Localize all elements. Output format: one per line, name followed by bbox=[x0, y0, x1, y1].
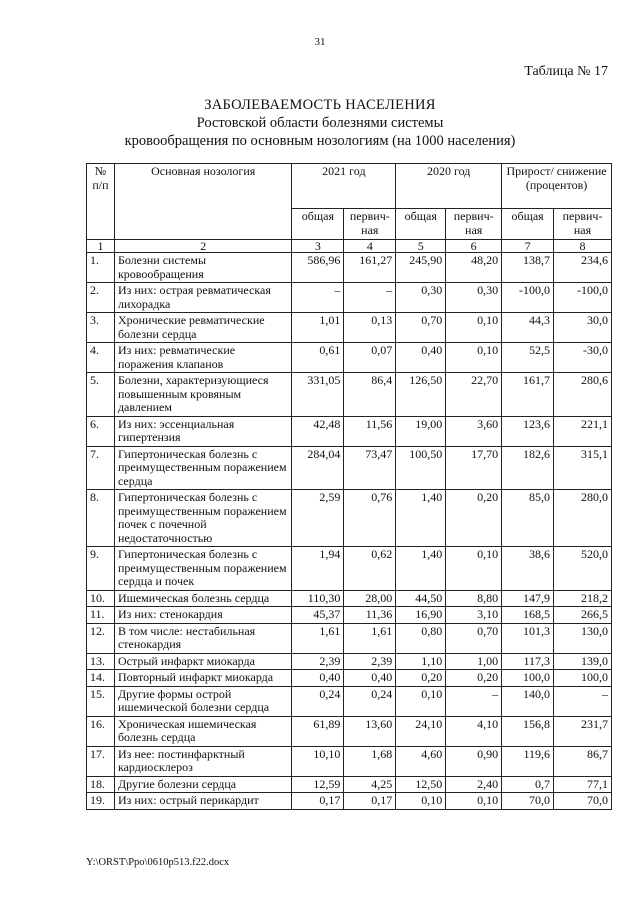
growth-primary: 100,0 bbox=[554, 670, 612, 687]
growth-primary: 218,2 bbox=[554, 590, 612, 607]
nosology-name: Болезни, характеризующиеся повышенным кровяным давлением bbox=[114, 373, 291, 417]
nosology-name: Ишемическая болезнь сердца bbox=[114, 590, 291, 607]
row-number: 3. bbox=[87, 313, 115, 343]
value-2021-primary: 73,47 bbox=[344, 446, 396, 490]
growth-total: -100,0 bbox=[502, 283, 554, 313]
row-number: 13. bbox=[87, 653, 115, 670]
table-row bbox=[87, 746, 612, 776]
table-row bbox=[87, 670, 612, 687]
growth-total: 52,5 bbox=[502, 343, 554, 373]
table-row bbox=[87, 590, 612, 607]
growth-primary: -100,0 bbox=[554, 283, 612, 313]
column-number: 2 bbox=[114, 240, 291, 253]
growth-primary: 77,1 bbox=[554, 776, 612, 793]
table-row bbox=[87, 446, 612, 490]
subheader-primary: первич-ная bbox=[446, 209, 502, 240]
nosology-name: Другие болезни сердца bbox=[114, 776, 291, 793]
value-2020-total: 0,70 bbox=[396, 313, 446, 343]
table-row bbox=[87, 283, 612, 313]
value-2020-total: 4,60 bbox=[396, 746, 446, 776]
value-2021-total: 2,59 bbox=[292, 490, 344, 547]
row-number: 18. bbox=[87, 776, 115, 793]
header-nosology: Основная нозология bbox=[114, 164, 291, 240]
value-2021-primary: 161,27 bbox=[344, 253, 396, 283]
value-2021-primary: 13,60 bbox=[344, 716, 396, 746]
nosology-name: Из них: эссенциальная гипертензия bbox=[114, 416, 291, 446]
growth-total: 117,3 bbox=[502, 653, 554, 670]
row-number: 17. bbox=[87, 746, 115, 776]
row-number: 5. bbox=[87, 373, 115, 417]
table-label: Таблица № 17 bbox=[524, 64, 608, 79]
value-2020-total: 1,40 bbox=[396, 547, 446, 591]
value-2020-total: 1,10 bbox=[396, 653, 446, 670]
value-2021-total: 0,61 bbox=[292, 343, 344, 373]
value-2020-primary: 4,10 bbox=[446, 716, 502, 746]
value-2020-total: 19,00 bbox=[396, 416, 446, 446]
table-row bbox=[87, 793, 612, 810]
growth-primary: 86,7 bbox=[554, 746, 612, 776]
value-2021-total: 1,94 bbox=[292, 547, 344, 591]
growth-total: 70,0 bbox=[502, 793, 554, 810]
value-2020-primary: 3,10 bbox=[446, 607, 502, 624]
growth-total: 138,7 bbox=[502, 253, 554, 283]
growth-total: 123,6 bbox=[502, 416, 554, 446]
value-2020-total: 100,50 bbox=[396, 446, 446, 490]
title-line-3: кровообращения по основным нозологиям (на 1000 населения) bbox=[124, 133, 516, 149]
subheader-total: общая bbox=[502, 209, 554, 240]
value-2020-total: 0,20 bbox=[396, 670, 446, 687]
value-2021-total: 331,05 bbox=[292, 373, 344, 417]
value-2020-primary: 17,70 bbox=[446, 446, 502, 490]
value-2020-total: 0,10 bbox=[396, 793, 446, 810]
row-number: 19. bbox=[87, 793, 115, 810]
value-2020-total: 0,30 bbox=[396, 283, 446, 313]
column-number: 3 bbox=[292, 240, 344, 253]
growth-total: 38,6 bbox=[502, 547, 554, 591]
growth-total: 140,0 bbox=[502, 686, 554, 716]
value-2021-total: 586,96 bbox=[292, 253, 344, 283]
growth-primary: 30,0 bbox=[554, 313, 612, 343]
value-2021-total: 1,61 bbox=[292, 623, 344, 653]
value-2020-primary: 0,20 bbox=[446, 670, 502, 687]
value-2021-total: 2,39 bbox=[292, 653, 344, 670]
growth-total: 147,9 bbox=[502, 590, 554, 607]
value-2021-total: – bbox=[292, 283, 344, 313]
column-number: 1 bbox=[87, 240, 115, 253]
value-2021-total: 1,01 bbox=[292, 313, 344, 343]
value-2021-primary: 1,68 bbox=[344, 746, 396, 776]
table-row bbox=[87, 253, 612, 283]
growth-primary: 234,6 bbox=[554, 253, 612, 283]
value-2021-total: 42,48 bbox=[292, 416, 344, 446]
nosology-name: Из них: ревматические поражения клапанов bbox=[114, 343, 291, 373]
table-row bbox=[87, 416, 612, 446]
nosology-name: Другие формы острой ишемической болезни сердца bbox=[114, 686, 291, 716]
column-number: 7 bbox=[502, 240, 554, 253]
nosology-name: Гипертоническая болезнь с преимущественным поражением сердца и почек bbox=[114, 547, 291, 591]
title-line-1: ЗАБОЛЕВАЕМОСТЬ НАСЕЛЕНИЯ bbox=[204, 97, 436, 113]
value-2020-primary: 48,20 bbox=[446, 253, 502, 283]
value-2021-primary: 0,07 bbox=[344, 343, 396, 373]
value-2021-primary: 11,56 bbox=[344, 416, 396, 446]
value-2020-primary: 8,80 bbox=[446, 590, 502, 607]
value-2021-primary: 1,61 bbox=[344, 623, 396, 653]
column-number: 8 bbox=[554, 240, 612, 253]
value-2020-primary: – bbox=[446, 686, 502, 716]
value-2021-total: 0,40 bbox=[292, 670, 344, 687]
growth-primary: 221,1 bbox=[554, 416, 612, 446]
growth-total: 161,7 bbox=[502, 373, 554, 417]
value-2021-total: 284,04 bbox=[292, 446, 344, 490]
row-number: 15. bbox=[87, 686, 115, 716]
nosology-name: Гипертоническая болезнь с преимущественным поражением сердца bbox=[114, 446, 291, 490]
value-2021-primary: 28,00 bbox=[344, 590, 396, 607]
row-number: 9. bbox=[87, 547, 115, 591]
value-2021-total: 12,59 bbox=[292, 776, 344, 793]
value-2020-primary: 0,10 bbox=[446, 313, 502, 343]
table-row bbox=[87, 653, 612, 670]
value-2020-total: 126,50 bbox=[396, 373, 446, 417]
value-2020-primary: 22,70 bbox=[446, 373, 502, 417]
nosology-name: Острый инфаркт миокарда bbox=[114, 653, 291, 670]
nosology-name: Болезни системы кровообращения bbox=[114, 253, 291, 283]
value-2021-total: 0,17 bbox=[292, 793, 344, 810]
file-path-footer: Y:\ORST\Ppo\0610p513.f22.docx bbox=[86, 857, 230, 868]
growth-total: 182,6 bbox=[502, 446, 554, 490]
row-number: 14. bbox=[87, 670, 115, 687]
value-2020-total: 245,90 bbox=[396, 253, 446, 283]
growth-total: 119,6 bbox=[502, 746, 554, 776]
nosology-name: Повторный инфаркт миокарда bbox=[114, 670, 291, 687]
row-number: 12. bbox=[87, 623, 115, 653]
value-2020-total: 12,50 bbox=[396, 776, 446, 793]
row-number: 2. bbox=[87, 283, 115, 313]
header-number: № п/п bbox=[87, 164, 115, 240]
growth-primary: 315,1 bbox=[554, 446, 612, 490]
value-2020-primary: 0,10 bbox=[446, 793, 502, 810]
row-number: 11. bbox=[87, 607, 115, 624]
growth-primary: – bbox=[554, 686, 612, 716]
value-2020-total: 44,50 bbox=[396, 590, 446, 607]
value-2021-total: 61,89 bbox=[292, 716, 344, 746]
table-row bbox=[87, 373, 612, 417]
value-2021-primary: 0,17 bbox=[344, 793, 396, 810]
header-2020: 2020 год bbox=[396, 164, 502, 209]
table-body bbox=[87, 253, 612, 810]
value-2021-primary: 0,62 bbox=[344, 547, 396, 591]
growth-primary: 231,7 bbox=[554, 716, 612, 746]
header-growth: Прирост/ снижение (процентов) bbox=[502, 164, 612, 209]
nosology-name: Хронические ревматические болезни сердца bbox=[114, 313, 291, 343]
value-2020-total: 16,90 bbox=[396, 607, 446, 624]
growth-primary: 520,0 bbox=[554, 547, 612, 591]
value-2020-primary: 0,70 bbox=[446, 623, 502, 653]
table-row bbox=[87, 607, 612, 624]
nosology-name: Из них: острая ревматическая лихорадка bbox=[114, 283, 291, 313]
nosology-name: В том числе: нестабильная стенокардия bbox=[114, 623, 291, 653]
row-number: 6. bbox=[87, 416, 115, 446]
document-title bbox=[0, 96, 640, 150]
growth-total: 44,3 bbox=[502, 313, 554, 343]
growth-primary: 70,0 bbox=[554, 793, 612, 810]
value-2021-primary: 2,39 bbox=[344, 653, 396, 670]
value-2021-total: 0,24 bbox=[292, 686, 344, 716]
value-2021-primary: 0,40 bbox=[344, 670, 396, 687]
value-2020-total: 0,40 bbox=[396, 343, 446, 373]
growth-total: 100,0 bbox=[502, 670, 554, 687]
table-row bbox=[87, 313, 612, 343]
value-2020-primary: 1,00 bbox=[446, 653, 502, 670]
value-2020-primary: 2,40 bbox=[446, 776, 502, 793]
subheader-total: общая bbox=[292, 209, 344, 240]
row-number: 8. bbox=[87, 490, 115, 547]
value-2021-total: 110,30 bbox=[292, 590, 344, 607]
nosology-name: Гипертоническая болезнь с преимущественным поражением почек с почечной недостаточностью bbox=[114, 490, 291, 547]
subheader-primary: первич-ная bbox=[344, 209, 396, 240]
table-row bbox=[87, 623, 612, 653]
value-2020-total: 1,40 bbox=[396, 490, 446, 547]
value-2020-primary: 0,10 bbox=[446, 547, 502, 591]
growth-primary: 280,0 bbox=[554, 490, 612, 547]
row-number: 16. bbox=[87, 716, 115, 746]
value-2020-primary: 0,20 bbox=[446, 490, 502, 547]
growth-total: 101,3 bbox=[502, 623, 554, 653]
subheader-primary: первич-ная bbox=[554, 209, 612, 240]
morbidity-table bbox=[86, 163, 612, 810]
growth-primary: 130,0 bbox=[554, 623, 612, 653]
table-row bbox=[87, 490, 612, 547]
value-2020-total: 24,10 bbox=[396, 716, 446, 746]
page-number: 31 bbox=[314, 36, 326, 48]
value-2021-primary: 0,24 bbox=[344, 686, 396, 716]
value-2020-primary: 0,10 bbox=[446, 343, 502, 373]
subheader-total: общая bbox=[396, 209, 446, 240]
growth-total: 156,8 bbox=[502, 716, 554, 746]
growth-primary: 139,0 bbox=[554, 653, 612, 670]
nosology-name: Из них: острый перикардит bbox=[114, 793, 291, 810]
value-2021-primary: – bbox=[344, 283, 396, 313]
value-2021-primary: 0,76 bbox=[344, 490, 396, 547]
row-number: 10. bbox=[87, 590, 115, 607]
value-2021-total: 10,10 bbox=[292, 746, 344, 776]
value-2021-primary: 4,25 bbox=[344, 776, 396, 793]
table-row bbox=[87, 716, 612, 746]
table-row bbox=[87, 343, 612, 373]
growth-primary: 266,5 bbox=[554, 607, 612, 624]
nosology-name: Из них: стенокардия bbox=[114, 607, 291, 624]
value-2020-primary: 0,30 bbox=[446, 283, 502, 313]
value-2021-primary: 86,4 bbox=[344, 373, 396, 417]
table-row bbox=[87, 686, 612, 716]
value-2020-total: 0,10 bbox=[396, 686, 446, 716]
table-row bbox=[87, 547, 612, 591]
value-2021-primary: 0,13 bbox=[344, 313, 396, 343]
title-line-2: Ростовской области болезнями системы bbox=[196, 115, 444, 131]
nosology-name: Хроническая ишемическая болезнь сердца bbox=[114, 716, 291, 746]
value-2020-primary: 0,90 bbox=[446, 746, 502, 776]
nosology-name: Из нее: постинфарктный кардиосклероз bbox=[114, 746, 291, 776]
column-number: 4 bbox=[344, 240, 396, 253]
column-number: 6 bbox=[446, 240, 502, 253]
growth-total: 0,7 bbox=[502, 776, 554, 793]
value-2020-primary: 3,60 bbox=[446, 416, 502, 446]
value-2020-total: 0,80 bbox=[396, 623, 446, 653]
growth-primary: -30,0 bbox=[554, 343, 612, 373]
growth-total: 168,5 bbox=[502, 607, 554, 624]
value-2021-primary: 11,36 bbox=[344, 607, 396, 624]
row-number: 4. bbox=[87, 343, 115, 373]
row-number: 7. bbox=[87, 446, 115, 490]
table-row bbox=[87, 776, 612, 793]
row-number: 1. bbox=[87, 253, 115, 283]
growth-primary: 280,6 bbox=[554, 373, 612, 417]
column-number: 5 bbox=[396, 240, 446, 253]
header-2021: 2021 год bbox=[292, 164, 396, 209]
growth-total: 85,0 bbox=[502, 490, 554, 547]
value-2021-total: 45,37 bbox=[292, 607, 344, 624]
